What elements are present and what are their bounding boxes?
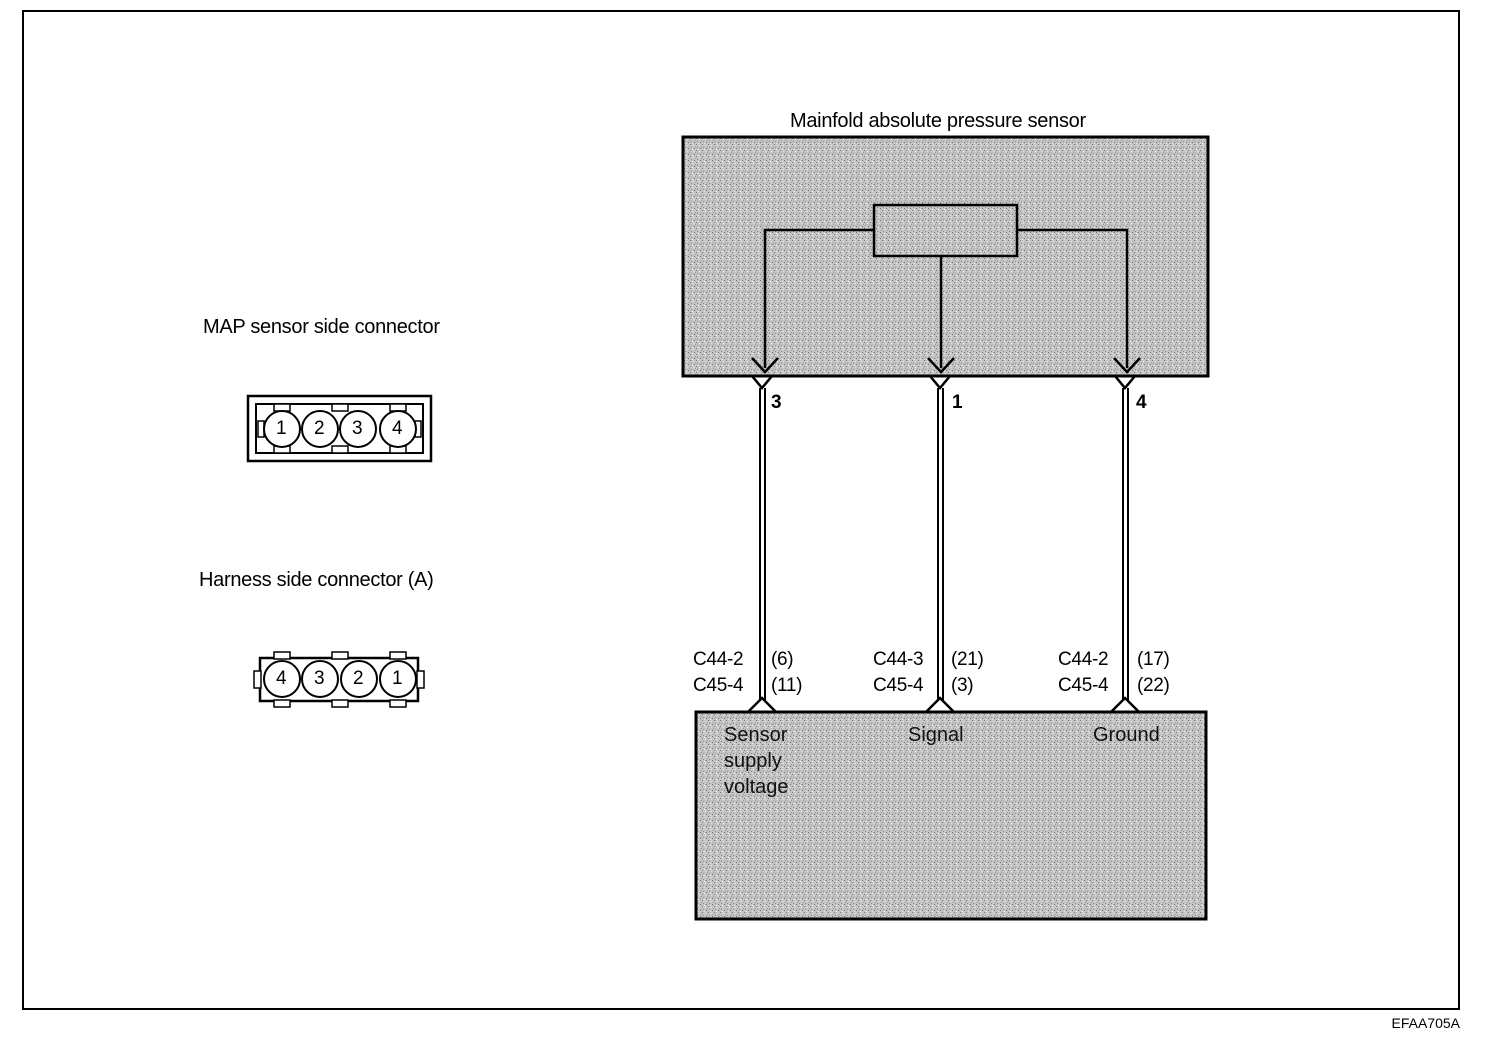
wire-connector-code: C45-4 bbox=[1058, 675, 1109, 696]
wire-connector-code: C44-2 bbox=[693, 649, 744, 670]
pin-chevron-1 bbox=[930, 376, 950, 388]
map-pin-label: 1 bbox=[276, 418, 287, 439]
wire-connector-code: C45-4 bbox=[873, 675, 924, 696]
ecu-function-label: Sensor bbox=[724, 724, 788, 746]
map-connector-label: MAP sensor side connector bbox=[203, 316, 440, 338]
harness-pin-label: 1 bbox=[392, 668, 403, 689]
wire-connector-pin: (17) bbox=[1137, 649, 1170, 670]
wire-pin-number: 3 bbox=[771, 392, 782, 413]
wire-connector-pin: (21) bbox=[951, 649, 984, 670]
wire-pin-number: 1 bbox=[952, 392, 963, 413]
ecu-function-label: Ground bbox=[1093, 724, 1160, 746]
harness-pin-label: 4 bbox=[276, 668, 287, 689]
wire-4 bbox=[1123, 388, 1128, 700]
ecu-function-label: Signal bbox=[908, 724, 964, 746]
wire-connector-pin: (6) bbox=[771, 649, 794, 670]
harness-pin-label: 2 bbox=[353, 668, 364, 689]
ecu-chevron-3 bbox=[748, 698, 776, 712]
harness-pin-label: 3 bbox=[314, 668, 325, 689]
pin-chevron-3 bbox=[752, 376, 772, 388]
wire-connector-code: C45-4 bbox=[693, 675, 744, 696]
harness-connector-label: Harness side connector (A) bbox=[199, 569, 434, 591]
ecu-function-label: supply bbox=[724, 750, 782, 772]
wire-connector-code: C44-2 bbox=[1058, 649, 1109, 670]
map-pin-label: 4 bbox=[392, 418, 403, 439]
ecu-chevron-1 bbox=[926, 698, 954, 712]
wire-3 bbox=[760, 388, 765, 700]
sensor-title: Mainfold absolute pressure sensor bbox=[790, 110, 1086, 132]
ecu-function-label: voltage bbox=[724, 776, 789, 798]
wire-connector-code: C44-3 bbox=[873, 649, 924, 670]
map-pin-label: 2 bbox=[314, 418, 325, 439]
wire-connector-pin: (3) bbox=[951, 675, 974, 696]
document-id: EFAA705A bbox=[1391, 1015, 1460, 1031]
wire-connector-pin: (11) bbox=[771, 675, 803, 696]
wire-1 bbox=[938, 388, 943, 700]
wire-connector-pin: (22) bbox=[1137, 675, 1170, 696]
map-pin-label: 3 bbox=[352, 418, 363, 439]
pin-chevron-4 bbox=[1115, 376, 1135, 388]
wire-pin-number: 4 bbox=[1136, 392, 1147, 413]
ecu-chevron-4 bbox=[1111, 698, 1139, 712]
